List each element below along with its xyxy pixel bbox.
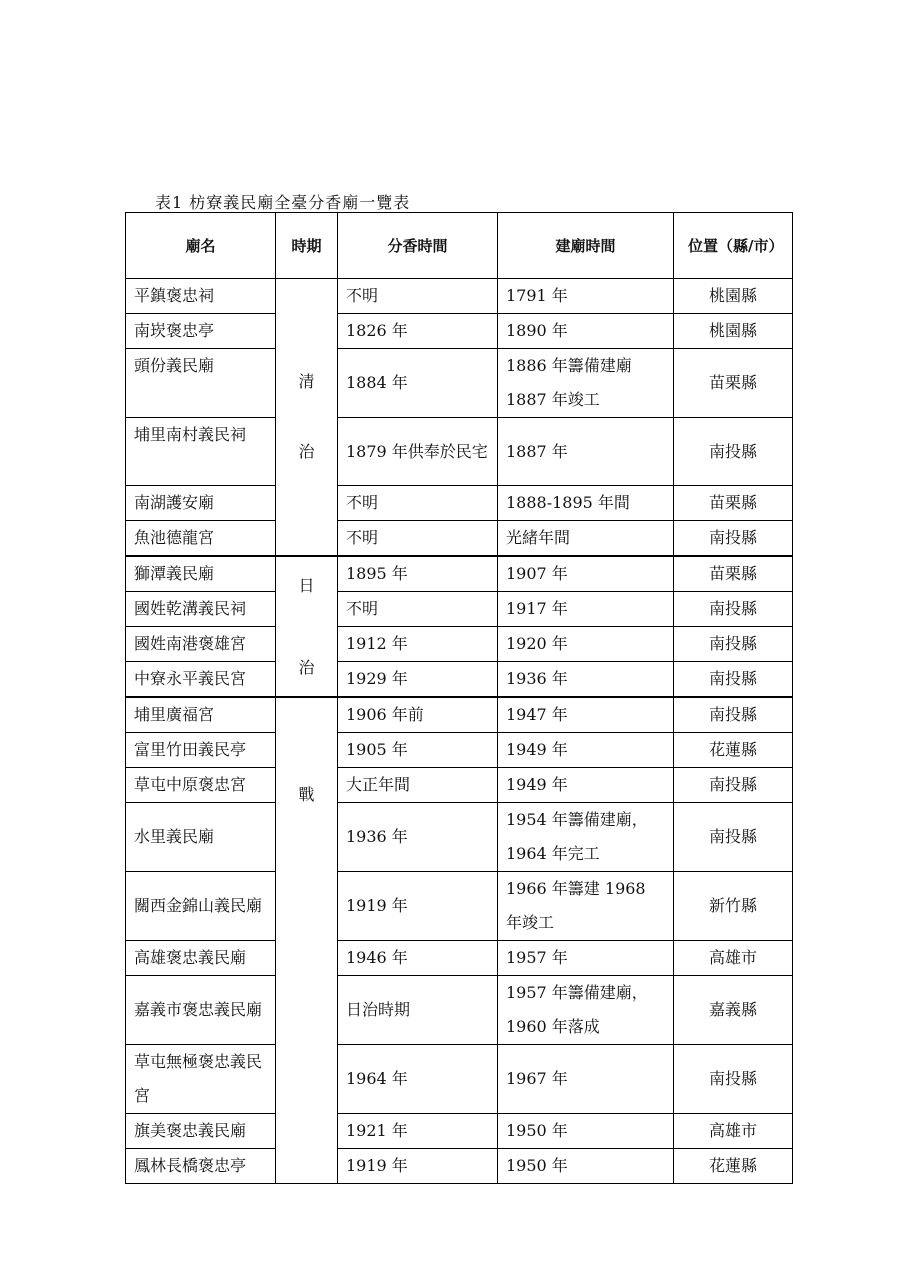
row-built: 1949 年 xyxy=(498,733,674,768)
row-location: 桃園縣 xyxy=(674,279,793,314)
row-built: 1887 年 xyxy=(498,418,674,486)
row-incense: 1964 年 xyxy=(338,1045,498,1114)
row-incense: 1921 年 xyxy=(338,1114,498,1149)
table-row xyxy=(126,349,793,418)
row-incense: 1936 年 xyxy=(338,803,498,872)
table-row xyxy=(126,1045,793,1114)
row-name: 中寮永平義民宮 xyxy=(126,662,276,698)
row-name: 水里義民廟 xyxy=(126,803,276,872)
row-incense: 1946 年 xyxy=(338,941,498,976)
row-built: 1950 年 xyxy=(498,1149,674,1184)
table-row xyxy=(126,803,793,872)
row-location: 嘉義縣 xyxy=(674,976,793,1045)
row-name: 南崁褒忠亭 xyxy=(126,314,276,349)
period-japan: 日 治 xyxy=(276,556,338,697)
row-built: 1907 年 xyxy=(498,556,674,592)
row-location: 高雄市 xyxy=(674,941,793,976)
row-incense: 1884 年 xyxy=(338,349,498,418)
row-incense: 1912 年 xyxy=(338,627,498,662)
table-row xyxy=(126,976,793,1045)
row-name: 埔里廣福宮 xyxy=(126,697,276,733)
row-incense: 不明 xyxy=(338,592,498,627)
table-row xyxy=(126,872,793,941)
row-location: 南投縣 xyxy=(674,768,793,803)
table-row xyxy=(126,521,793,557)
row-incense: 1929 年 xyxy=(338,662,498,698)
table-row xyxy=(126,279,793,314)
header-period: 時期 xyxy=(276,213,338,279)
header-row xyxy=(126,213,793,279)
row-name: 高雄褒忠義民廟 xyxy=(126,941,276,976)
row-built: 1886 年籌備建廟 1887 年竣工 xyxy=(498,349,674,418)
table-row xyxy=(126,697,793,733)
row-location: 苗栗縣 xyxy=(674,556,793,592)
row-built: 1950 年 xyxy=(498,1114,674,1149)
row-built: 1957 年籌備建廟，1960 年落成 xyxy=(498,976,674,1045)
table-row xyxy=(126,556,793,592)
row-built: 1954 年籌備建廟，1964 年完工 xyxy=(498,803,674,872)
row-location: 南投縣 xyxy=(674,662,793,698)
row-name: 魚池德龍宮 xyxy=(126,521,276,557)
row-incense: 1826 年 xyxy=(338,314,498,349)
row-location: 苗栗縣 xyxy=(674,349,793,418)
row-name: 旗美褒忠義民廟 xyxy=(126,1114,276,1149)
row-location: 南投縣 xyxy=(674,803,793,872)
row-name: 國姓南港褒雄宮 xyxy=(126,627,276,662)
row-location: 南投縣 xyxy=(674,418,793,486)
header-built: 建廟時間 xyxy=(498,213,674,279)
row-location: 花蓮縣 xyxy=(674,733,793,768)
row-location: 花蓮縣 xyxy=(674,1149,793,1184)
temple-table xyxy=(125,212,793,1184)
row-location: 南投縣 xyxy=(674,627,793,662)
row-built: 1957 年 xyxy=(498,941,674,976)
row-incense: 不明 xyxy=(338,521,498,557)
row-name: 富里竹田義民亭 xyxy=(126,733,276,768)
row-incense: 1919 年 xyxy=(338,1149,498,1184)
row-name: 草屯無極褒忠義民宮 xyxy=(126,1045,276,1114)
table-row xyxy=(126,314,793,349)
header-name: 廟名 xyxy=(126,213,276,279)
row-built: 1967 年 xyxy=(498,1045,674,1114)
row-incense: 不明 xyxy=(338,279,498,314)
table-row xyxy=(126,592,793,627)
row-incense: 1879 年供奉於民宅 xyxy=(338,418,498,486)
row-built: 1917 年 xyxy=(498,592,674,627)
row-built: 1936 年 xyxy=(498,662,674,698)
table-row xyxy=(126,733,793,768)
row-built: 1966 年籌建 1968 年竣工 xyxy=(498,872,674,941)
row-incense: 1895 年 xyxy=(338,556,498,592)
table-row xyxy=(126,486,793,521)
table-row xyxy=(126,662,793,698)
table-caption: 表1 枋寮義民廟全臺分香廟一覽表 xyxy=(155,193,411,212)
row-location: 桃園縣 xyxy=(674,314,793,349)
row-location: 新竹縣 xyxy=(674,872,793,941)
row-location: 南投縣 xyxy=(674,521,793,557)
row-location: 南投縣 xyxy=(674,1045,793,1114)
row-built: 1947 年 xyxy=(498,697,674,733)
table-row xyxy=(126,941,793,976)
row-incense: 不明 xyxy=(338,486,498,521)
table-row xyxy=(126,418,793,486)
row-name: 南湖護安廟 xyxy=(126,486,276,521)
table-row xyxy=(126,1114,793,1149)
row-name: 埔里南村義民祠 xyxy=(126,418,276,486)
row-name: 平鎮褒忠祠 xyxy=(126,279,276,314)
header-location: 位置（縣/市） xyxy=(674,213,793,279)
row-name: 草屯中原褒忠宮 xyxy=(126,768,276,803)
row-name: 關西金錦山義民廟 xyxy=(126,872,276,941)
row-built: 光緒年間 xyxy=(498,521,674,557)
row-name: 嘉義市褒忠義民廟 xyxy=(126,976,276,1045)
row-built: 1890 年 xyxy=(498,314,674,349)
row-built: 1949 年 xyxy=(498,768,674,803)
table-row xyxy=(126,768,793,803)
row-location: 南投縣 xyxy=(674,592,793,627)
row-built: 1888-1895 年間 xyxy=(498,486,674,521)
row-location: 高雄市 xyxy=(674,1114,793,1149)
row-name: 國姓乾溝義民祠 xyxy=(126,592,276,627)
table-row xyxy=(126,1149,793,1184)
row-incense: 1919 年 xyxy=(338,872,498,941)
row-incense: 1905 年 xyxy=(338,733,498,768)
row-incense: 日治時期 xyxy=(338,976,498,1045)
row-name: 頭份義民廟 xyxy=(126,349,276,418)
table-row xyxy=(126,627,793,662)
row-incense: 1906 年前 xyxy=(338,697,498,733)
row-name: 鳳林長橋褒忠亭 xyxy=(126,1149,276,1184)
row-location: 南投縣 xyxy=(674,697,793,733)
header-incense: 分香時間 xyxy=(338,213,498,279)
period-qing: 清 治 xyxy=(276,279,338,557)
row-built: 1920 年 xyxy=(498,627,674,662)
row-location: 苗栗縣 xyxy=(674,486,793,521)
period-postwar: 戰 xyxy=(276,697,338,1184)
row-built: 1791 年 xyxy=(498,279,674,314)
row-name: 獅潭義民廟 xyxy=(126,556,276,592)
row-incense: 大正年間 xyxy=(338,768,498,803)
